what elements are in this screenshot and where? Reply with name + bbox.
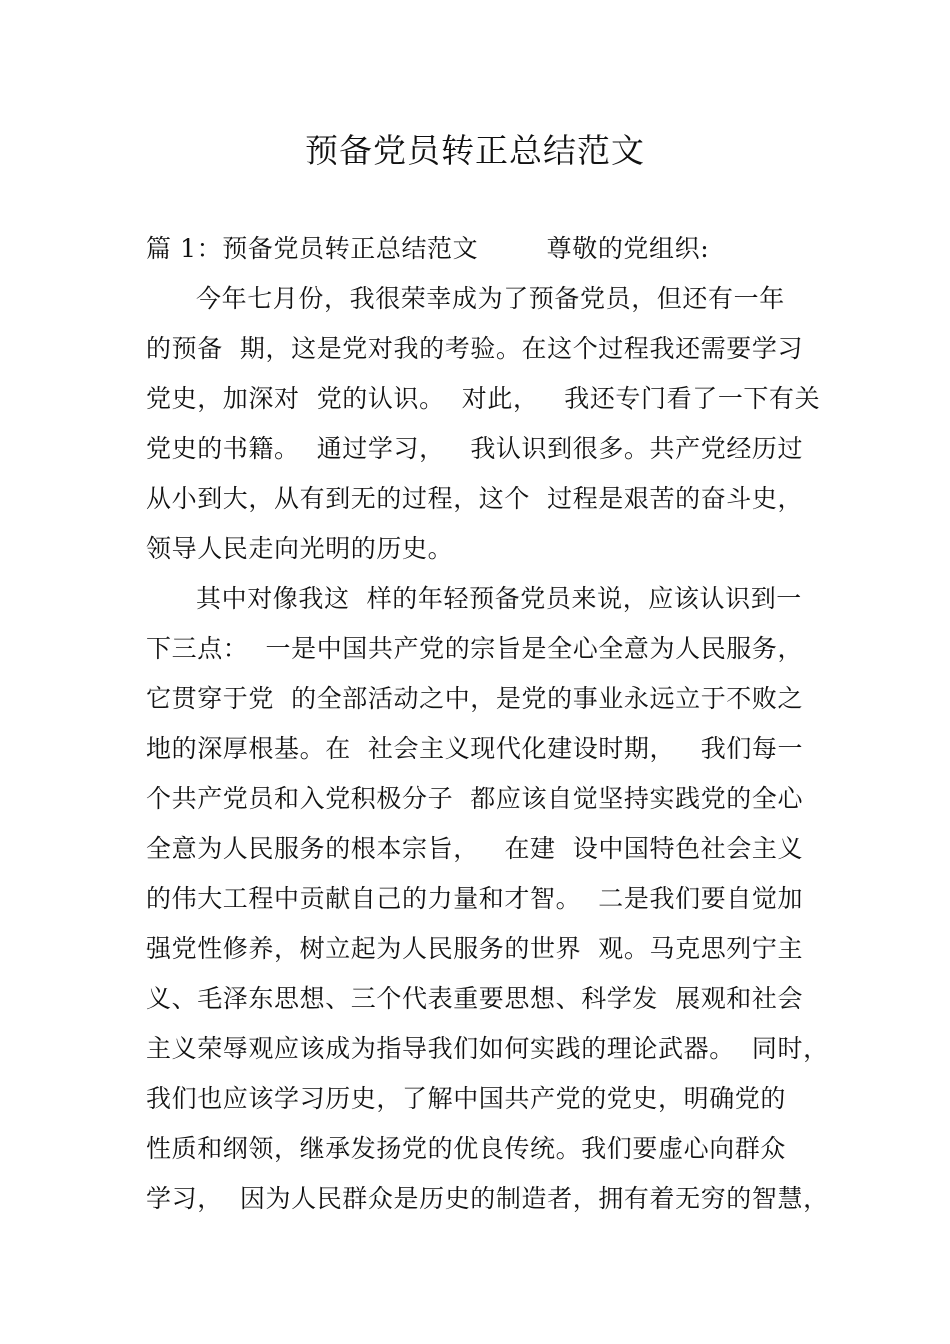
text-line: 今年七月份，我很荣幸成为了预备党员，但还有一年 <box>196 284 785 313</box>
text-line: 我们也应该学习历史，了解中国共产党的党史，明确党的 <box>146 1084 787 1113</box>
text-line: 义、毛泽东思想、三个代表重要思想、科学发 展观和社会 <box>146 984 804 1013</box>
text-line: 学习， 因为人民群众是历史的制造者，拥有着无穷的智慧， <box>146 1184 829 1213</box>
text-line: 性质和纲领，继承发扬党的优良传统。我们要虚心向群众 <box>146 1134 787 1163</box>
document-body <box>146 224 829 1224</box>
text-line: 它贯穿于党 的全部活动之中，是党的事业永远立于不败之 <box>146 684 804 713</box>
text-line: 下三点： 一是中国共产党的宗旨是全心全意为人民服务， <box>146 634 804 663</box>
text-line: 从小到大，从有到无的过程，这个 过程是艰苦的奋斗史， <box>146 484 804 513</box>
text-line: 地的深厚根基。在 社会主义现代化建设时期， 我们每一 <box>146 734 804 763</box>
text-line: 的预备 期，这是党对我的考验。在这个过程我还需要学习 <box>146 334 804 363</box>
text-line: 篇 1：预备党员转正总结范文 尊敬的党组织: <box>146 234 710 263</box>
text-line: 党史的书籍。 通过学习， 我认识到很多。共产党经历过 <box>146 434 804 463</box>
text-line: 主义荣辱观应该成为指导我们如何实践的理论武器。 同时， <box>146 1034 829 1063</box>
document-title: 预备党员转正总结范文 <box>305 131 645 170</box>
text-line: 强党性修养，树立起为人民服务的世界 观。马克思列宁主 <box>146 934 804 963</box>
text-line: 党史，加深对 党的认识。 对此， 我还专门看了一下有关 <box>146 384 821 413</box>
text-line: 全意为人民服务的根本宗旨， 在建 设中国特色社会主义 <box>146 834 804 863</box>
text-line: 的伟大工程中贡献自己的力量和才智。 二是我们要自觉加 <box>146 884 804 913</box>
text-line: 领导人民走向光明的历史。 <box>146 534 454 563</box>
text-line: 其中对像我这 样的年轻预备党员来说，应该认识到一 <box>196 584 802 613</box>
text-line: 个共产党员和入党积极分子 都应该自觉坚持实践党的全心 <box>146 784 804 813</box>
